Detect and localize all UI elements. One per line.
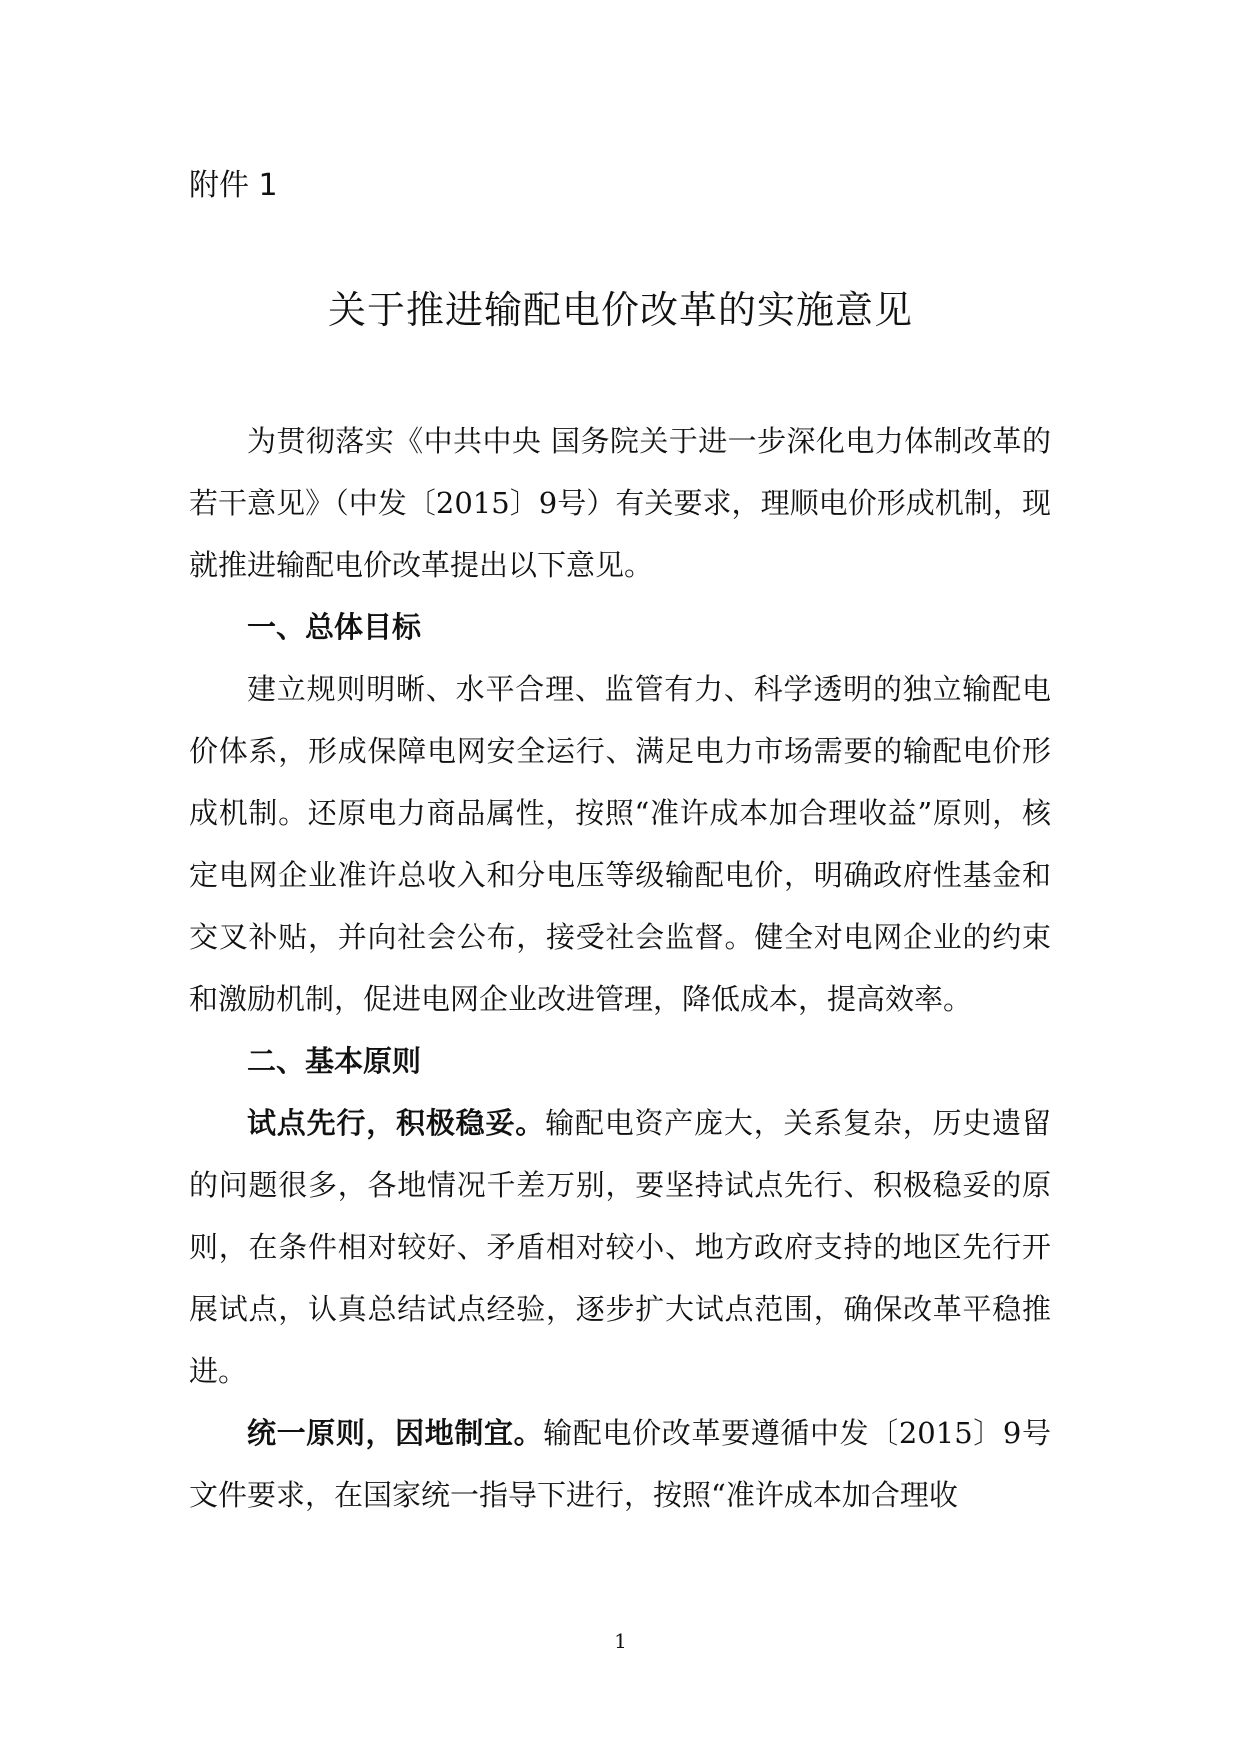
section-heading-goals: 一、总体目标 <box>247 610 422 644</box>
document-title: 关于推进输配电价改革的实施意见 <box>327 288 913 332</box>
page-number: 1 <box>614 1629 627 1653</box>
intro-paragraph: 为贯彻落实《中共中央 国务院关于进一步深化电力体制改革的若干意见》（中发〔2015〕9号）有关要求，理顺电价形成机制，现就推进输配电价改革提出以下意见。 <box>189 424 1051 582</box>
section-heading-principles: 二、基本原则 <box>247 1044 422 1078</box>
principle-paragraph-unified <box>189 1402 1051 1526</box>
document-body <box>189 410 1051 1526</box>
principle-lead-pilot: 试点先行，积极稳妥。 <box>247 1106 546 1140</box>
principle-lead-unified: 统一原则，因地制宜。 <box>247 1416 544 1450</box>
attachment-label: 附件 1 <box>189 168 278 203</box>
principle-text-unified: 输配电价改革要遵循中发〔2015〕9号文件要求，在国家统一指导下进行，按照“准许成本加合理收 <box>189 1416 1051 1512</box>
goals-paragraph: 建立规则明晰、水平合理、监管有力、科学透明的独立输配电价体系，形成保障电网安全运行、满足电力市场需要的输配电价形成机制。还原电力商品属性，按照“准许成本加合理收益”原则，核定电网企业准许总收入和分电压等级输配电价，明确政府性基金和交叉补贴，并向社会公布，接受社会监督。健全对电网企业的约束和激励机制，促进电网企业改进管理，降低成本，提高效率。 <box>189 672 1051 1016</box>
principle-text-pilot: 输配电资产庞大，关系复杂，历史遗留的问题很多，各地情况千差万别，要坚持试点先行、积极稳妥的原则，在条件相对较好、矛盾相对较小、地方政府支持的地区先行开展试点，认真总结试点经验，逐步扩大试点范围，确保改革平稳推进。 <box>189 1106 1051 1388</box>
principle-paragraph-pilot <box>189 1092 1051 1402</box>
